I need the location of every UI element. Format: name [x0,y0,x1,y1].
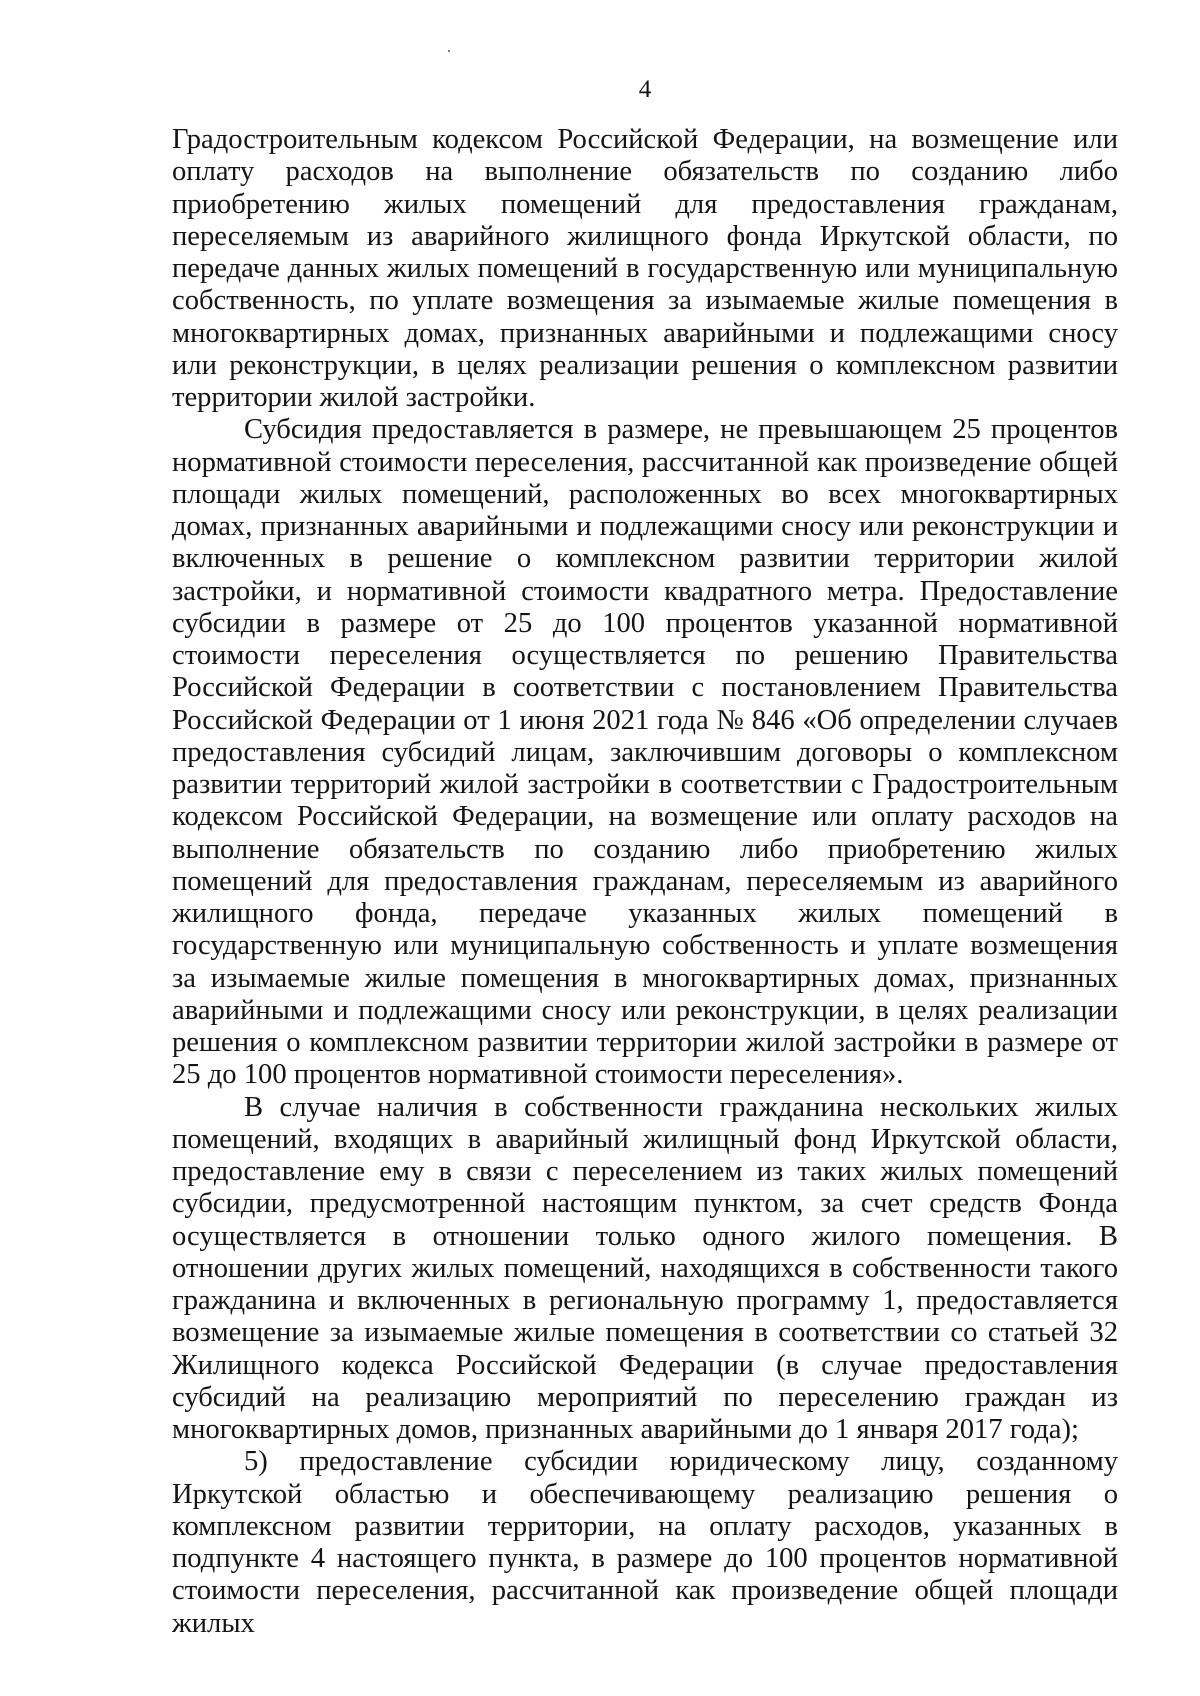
scan-speck [448,50,450,52]
page-number: 4 [638,76,652,103]
paragraph-subsidy-size: Субсидия предоставляется в размере, не превышающем 25 процентов нормативной стоимости переселения, рассчитанной как произведение общей площади жилых помещений, расположенных во всех многоквартирных домах, признанных аварийными и подлежащими сносу или реконструкции и включенных в решение о комплексном развитии территории жилой застройки, и нормативной стоимости квадратного метра. Предоставление субсидии в размере от 25 до 100 процентов указанной нормативной стоимости переселения осуществляется по решению Правительства Российской Федерации в соответствии с постановлением Правительства Российской Федерации от 1 июня 2021 года № 846 «Об определении случаев предоставления субсидий лицам, заключившим договоры о комплексном развитии территорий жилой застройки в соответствии с Градостроительным кодексом Российской Федерации, на возмещение или оплату расходов на выполнение обязательств по созданию либо приобретению жилых помещений для предоставления гражданам, переселяемым из аварийного жилищного фонда, передаче указанных жилых помещений в государственную или муниципальную собственность и уплате возмещения за изымаемые жилые помещения в многоквартирных домах, признанных аварийными и подлежащими сносу или реконструкции, в целях реализации решения о комплексном развитии территории жилой застройки в размере от 25 до 100 процентов нормативной стоимости переселения». [172,414,1118,1091]
paragraph-item-5: 5) предоставление субсидии юридическому лицу, созданному Иркутской областью и обеспечивающему реализацию решения о комплексном развитии территории, на оплату расходов, указанных в подпункте 4 настоящего пункта, в размере до 100 процентов нормативной стоимости переселения, рассчитанной как произведение общей площади жилых [172,1446,1118,1639]
paragraph-multiple-premises: В случае наличия в собственности гражданина нескольких жилых помещений, входящих в аварийный жилищный фонд Иркутской области, предоставление ему в связи с переселением из таких жилых помещений субсидии, предусмотренной настоящим пунктом, за счет средств Фонда осуществляется в отношении только одного жилого помещения. В отношении других жилых помещений, находящихся в собственности такого гражданина и включенных в региональную программу 1, предоставляется возмещение за изымаемые жилые помещения в соответствии со статьей 32 Жилищного кодекса Российской Федерации (в случае предоставления субсидий на реализацию мероприятий по переселению граждан из многоквартирных домов, признанных аварийными до 1 января 2017 года); [172,1091,1118,1445]
paragraph-continuation: Градостроительным кодексом Российской Федерации, на возмещение или оплату расходов на выполнение обязательств по созданию либо приобретению жилых помещений для предоставления гражданам, переселяемым из аварийного жилищного фонда Иркутской области, по передаче данных жилых помещений в государственную или муниципальную собственность, по уплате возмещения за изымаемые жилые помещения в многоквартирных домах, признанных аварийными и подлежащими сносу или реконструкции, в целях реализации решения о комплексном развитии территории жилой застройки. [172,124,1118,413]
document-body [172,124,1118,1640]
